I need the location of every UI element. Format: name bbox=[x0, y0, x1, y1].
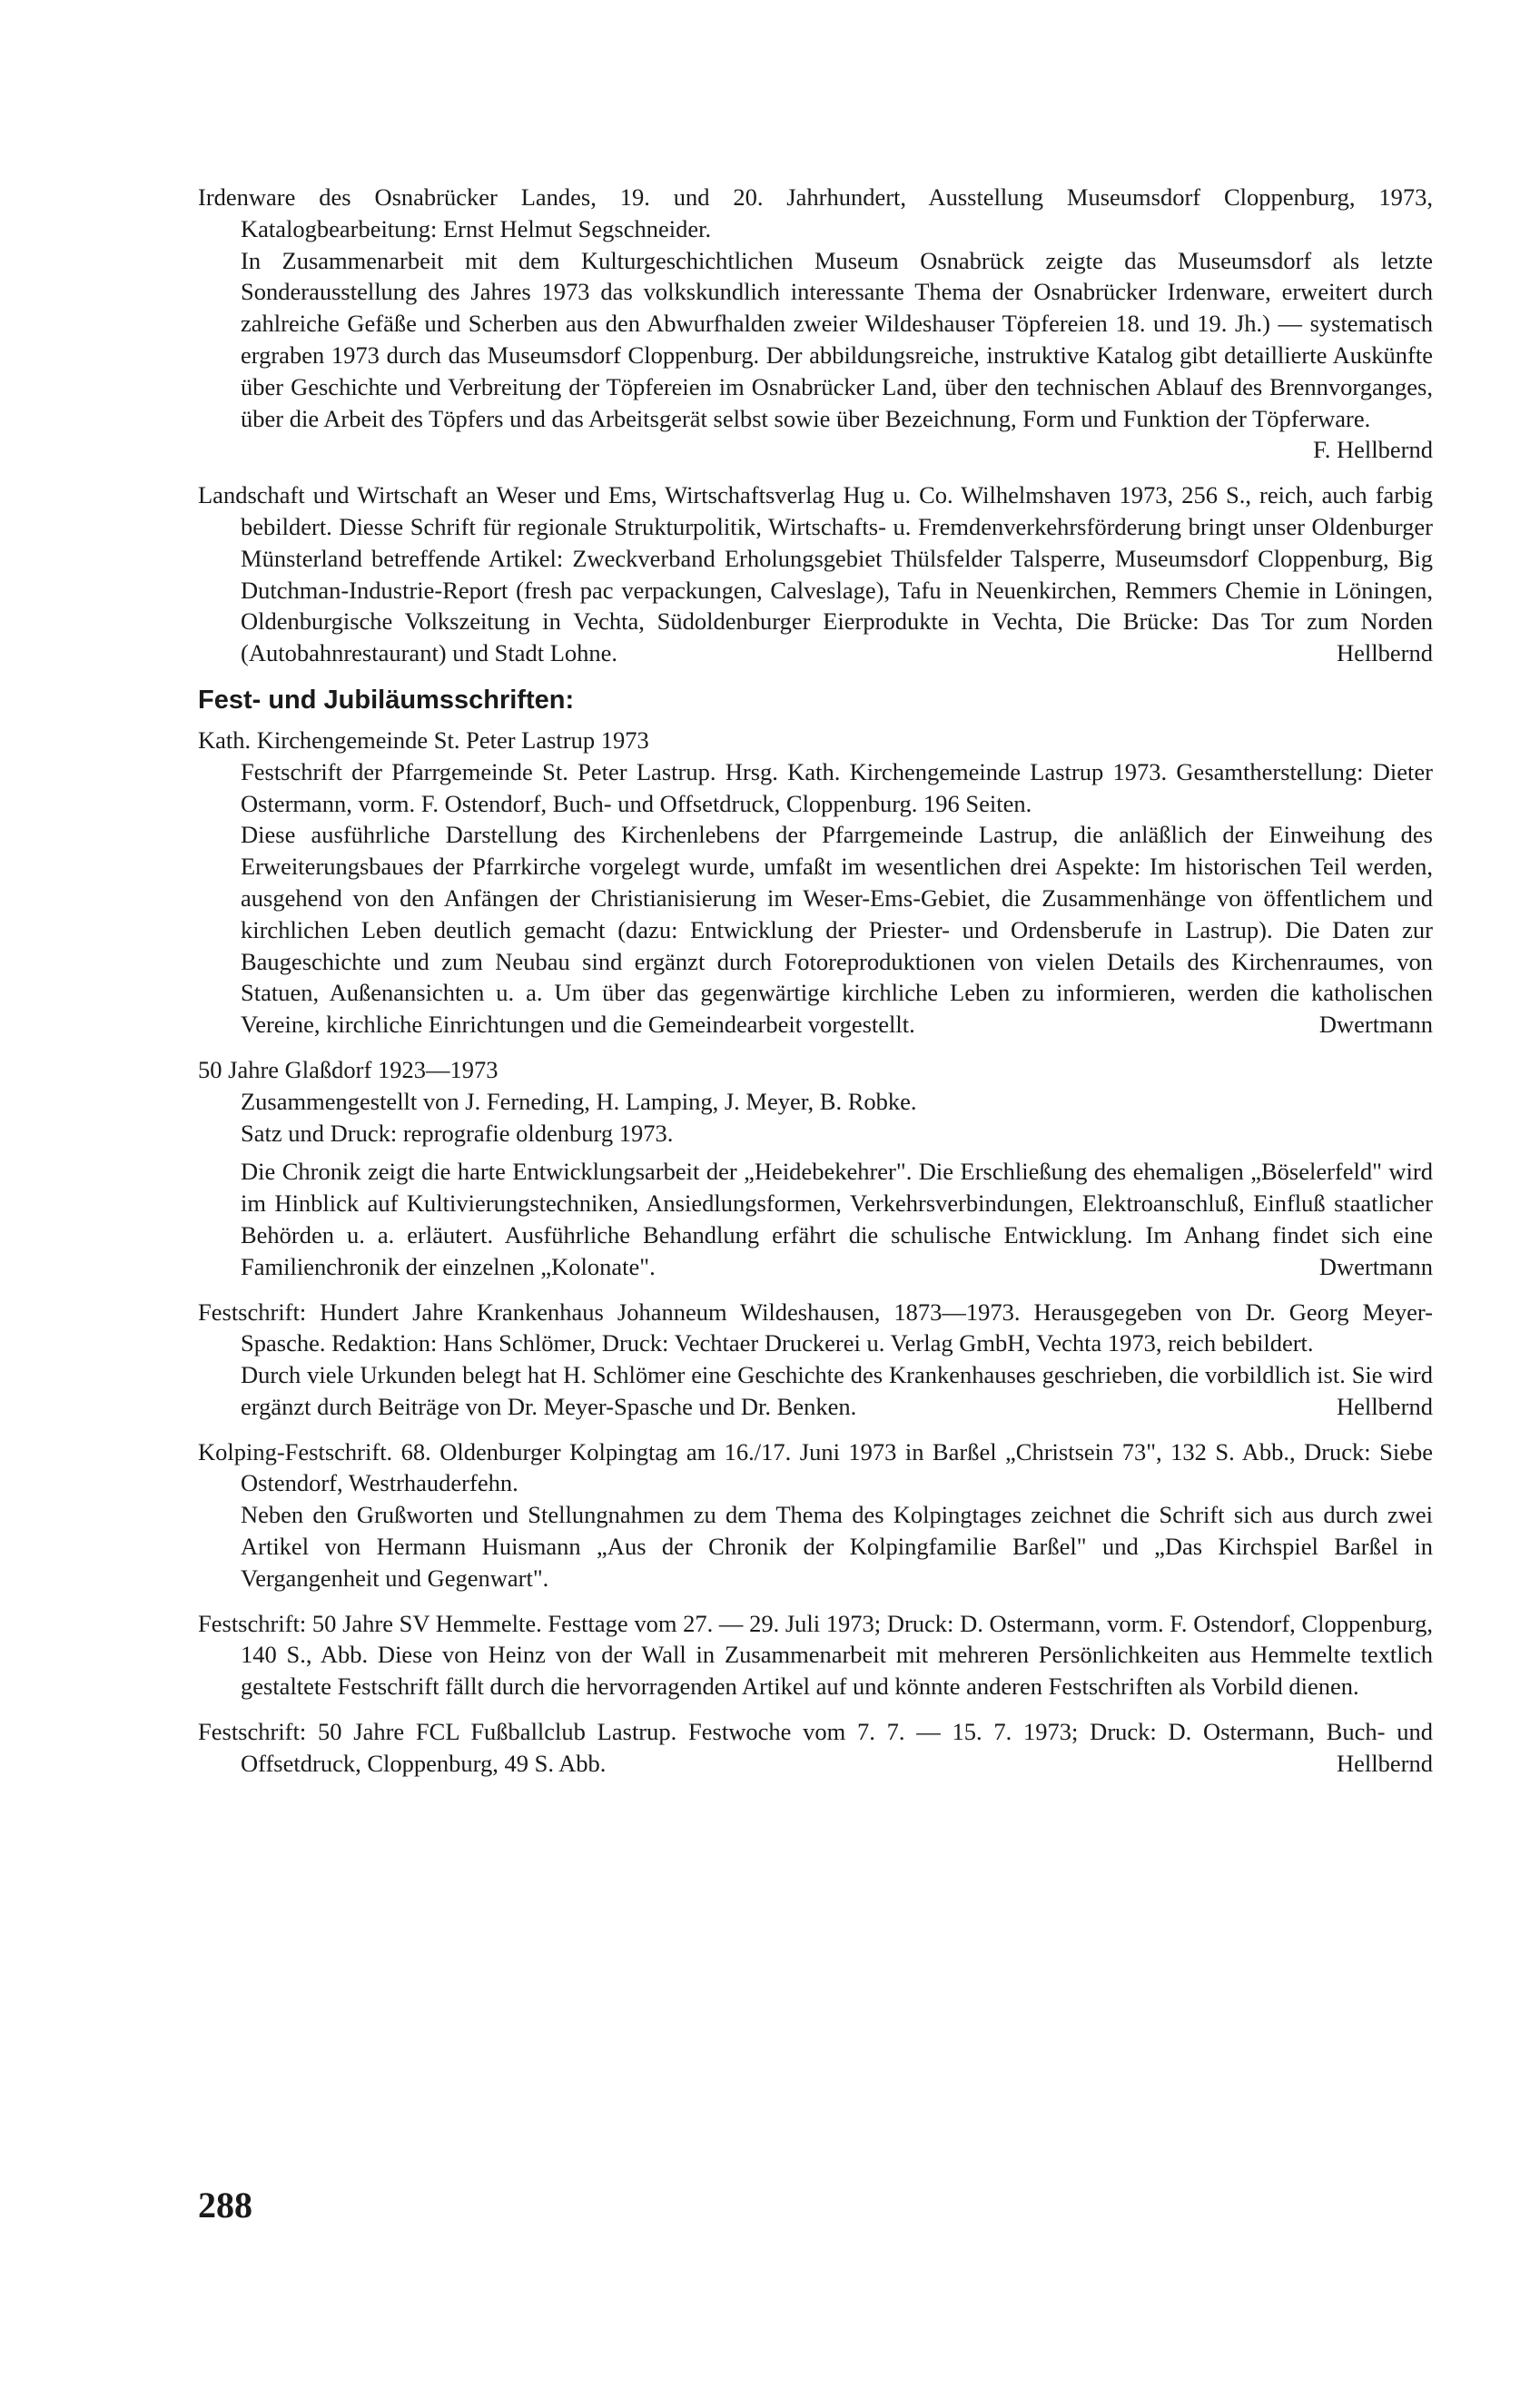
entry-publication: Zusammengestellt von J. Ferneding, H. Lamping, J. Meyer, B. Robke. bbox=[241, 1087, 917, 1115]
entry-body: Landschaft und Wirtschaft an Weser und Ems, Wirtschaftsverlag Hug u. Co. Wilhelmshaven 1973, 256 S., reich, auch farbig bebildert. Diesse Schrift für regionale Strukturpolitik, Wirtschafts- u. Fremdenverkehrsförderung bringt unser Oldenburger Münsterland betreffende Artikel: Zweckverband Erholungsgebiet Thülsfelder Talsperre, Museumsdorf Cloppenburg, Big Dutchman-Industrie-Report (fresh pac verpackungen, Calveslage), Tafu in Neuenkirchen, Remmers Chemie in Löningen, Oldenburgische Volkszeitung in Vechta, Südoldenburger Eierprodukte in Vechta, Die Brücke: Das Tor zum Norden (Autobahnrestaurant) und Stadt Lohne. bbox=[198, 481, 1433, 667]
entry-printing: Satz und Druck: reprografie oldenburg 1973. bbox=[241, 1119, 674, 1147]
section-heading: Fest- und Jubiläumsschriften: bbox=[198, 685, 575, 715]
entry-body: Durch viele Urkunden belegt hat H. Schlömer eine Geschichte des Krankenhauses geschrieben, die vorbildlich ist. Sie wird ergänzt durch Beiträge von Dr. Meyer-Spasche und Dr. Benken. bbox=[241, 1361, 1433, 1420]
entry-title: Irdenware des Osnabrücker Landes, 19. und 20. Jahrhundert, Ausstellung Museumsdorf Cloppenburg, 1973, Katalogbearbeitung: Ernst Helmut Segschneider. bbox=[198, 183, 1433, 242]
entry-author: Hellbernd bbox=[1337, 1392, 1433, 1420]
entry-irdenware bbox=[198, 182, 1433, 466]
page-body bbox=[198, 182, 1433, 1793]
entry-text bbox=[198, 1716, 1433, 1780]
entry-title: Festschrift: 50 Jahre SV Hemmelte. Festtage vom 27. — 29. Juli 1973; Druck: D. Ostermann, vorm. F. Ostendorf, Cloppenburg, 140 S., Abb. Diese von Heinz von der Wall in Zusammenarbeit mit mehreren Persönlichkeiten aus Hemmelte textlich gestaltete Festschrift fällt durch die hervorragenden Artikel auf und könnte anderen Festschriften als Vorbild dienen. bbox=[198, 1609, 1433, 1701]
page-number: 288 bbox=[198, 2185, 252, 2225]
entry-title: Kolping-Festschrift. 68. Oldenburger Kolpingtag am 16./17. Juni 1973 in Barßel „Christsein 73", 132 S. Abb., Druck: Siebe Ostendorf, Westrhauderfehn. bbox=[198, 1437, 1433, 1497]
entry-body: Die Chronik zeigt die harte Entwicklungsarbeit der „Heidebekehrer". Die Erschließung des ehemaligen „Böselerfeld" wird im Hinblick auf Kultivierungstechniken, Ansiedlungsformen, Verkehrsverbindungen, Elektroanschluß, Einfluß staatlicher Behörden u. a. erläutert. Ausführliche Behandlung erfährt die schulische Entwicklung. Im Anhang findet sich eine Familienchronik der einzelnen „Kolonate". bbox=[241, 1158, 1433, 1280]
entry-hemmelte bbox=[198, 1608, 1433, 1702]
entry-fcl bbox=[198, 1716, 1433, 1780]
entry-glassdorf bbox=[198, 1054, 1433, 1283]
entry-author: Hellbernd bbox=[1337, 639, 1433, 667]
entry-title: Kath. Kirchengemeinde St. Peter Lastrup 1973 bbox=[198, 725, 649, 754]
entry-author: Dwertmann bbox=[1318, 1252, 1433, 1280]
entry-author: F. Hellbernd bbox=[1313, 436, 1433, 464]
entry-body: Neben den Grußworten und Stellungnahmen zu dem Thema des Kolpingtages zeichnet die Schrift sich aus durch zwei Artikel von Hermann Huismann „Aus der Chronik der Kolpingfamilie Barßel" und „Das Kirchspiel Barßel in Vergangenheit und Gegenwart". bbox=[241, 1501, 1433, 1592]
entry-text bbox=[198, 479, 1433, 669]
entry-author: Hellbernd bbox=[1337, 1749, 1433, 1777]
entry-text bbox=[198, 819, 1433, 1041]
entry-body: Diese ausführliche Darstellung des Kirchenlebens der Pfarrgemeinde Lastrup, die anläßlich der Einweihung des Erweiterungsbaues der Pfarrkirche vorgelegt wurde, umfaßt im wesentlichen drei Aspekte: Im historischen Teil werden, ausgehend von den Anfängen der Christianisierung im Weser-Ems-Gebiet, die Zusammenhänge von öffentlichem und kirchlichen Leben deutlich gemacht (dazu: Entwicklung der Priester- und Ordensberufe in Lastrup). Die Daten zur Baugeschichte und zum Neubau sind ergänzt durch Fotoreproduktionen von vielen Details des Kirchenraumes, von Statuen, Außenansichten u. a. Um über das gegenwärtige kirchliche Leben zu informieren, werden die katholischen Vereine, kirchliche Einrichtungen und die Gemeindearbeit vorgestellt. bbox=[241, 821, 1433, 1039]
entry-krankenhaus bbox=[198, 1297, 1433, 1423]
entry-lastrup bbox=[198, 725, 1433, 1041]
entry-landschaft bbox=[198, 479, 1433, 669]
entry-title: 50 Jahre Glaßdorf 1923—1973 bbox=[198, 1055, 499, 1083]
entry-publication: Festschrift der Pfarrgemeinde St. Peter Lastrup. Hrsg. Kath. Kirchengemeinde Lastrup 1973. Gesamtherstellung: Dieter Ostermann, vorm. F. Ostendorf, Buch- und Offsetdruck, Cloppenburg. 196 Seiten. bbox=[241, 757, 1433, 817]
entry-title: Festschrift: 50 Jahre FCL Fußballclub Lastrup. Festwoche vom 7. 7. — 15. 7. 1973; Druck: D. Ostermann, Buch- und Offsetdruck, Cloppenburg, 49 S. Abb. bbox=[198, 1718, 1433, 1777]
entry-text bbox=[198, 1359, 1433, 1423]
entry-body: In Zusammenarbeit mit dem Kulturgeschichtlichen Museum Osnabrück zeigte das Museumsdorf als letzte Sonderausstellung des Jahres 1973 das volkskundlich interessante Thema der Osnabrücker Irdenware, erweitert durch zahlreiche Gefäße und Scherben aus den Abwurfhalden zweier Wildeshauser Töpfereien 18. und 19. Jh.) — systematisch ergraben 1973 durch das Museumsdorf Cloppenburg. Der abbildungsreiche, instruktive Katalog gibt detaillierte Auskünfte über Geschichte und Verbreitung der Töpfereien im Osnabrücker Land, über den technischen Ablauf des Brennvorganges, über die Arbeit des Töpfers und das Arbeitsgerät selbst sowie über Bezeichnung, Form und Funktion der Töpferware. bbox=[241, 246, 1433, 432]
entry-kolping bbox=[198, 1436, 1433, 1594]
entry-text bbox=[198, 245, 1433, 464]
entry-title: Festschrift: Hundert Jahre Krankenhaus Johanneum Wildeshausen, 1873—1973. Herausgegeben von Dr. Georg Meyer-Spasche. Redaktion: Hans Schlömer, Druck: Vechtaer Druckerei u. Verlag GmbH, Vechta 1973, reich bebildert. bbox=[198, 1298, 1433, 1357]
entry-text bbox=[198, 1156, 1433, 1282]
entry-author: Dwertmann bbox=[1318, 1011, 1433, 1039]
